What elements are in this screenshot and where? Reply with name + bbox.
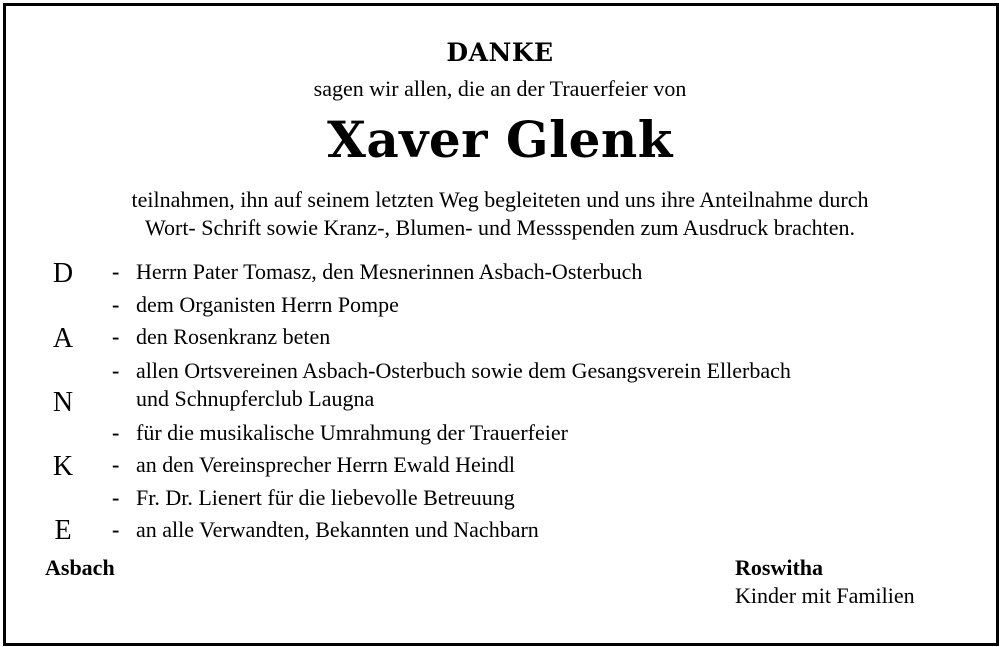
list-item-text: dem Organisten Herrn Pompe — [136, 292, 399, 317]
side-letter-a: A — [52, 323, 74, 354]
list-item-text: Herrn Pater Tomasz, den Mesnerinnen Asbach-Osterbuch — [136, 259, 643, 284]
list-item-text: den Rosenkranz beten — [136, 324, 331, 349]
dash-bullet: - — [112, 324, 120, 349]
side-letter-k: K — [52, 451, 74, 482]
dash-bullet: - — [112, 452, 120, 477]
dash-bullet: - — [112, 517, 120, 542]
list-item-text: an alle Verwandten, Bekannten und Nachbarn — [136, 517, 539, 542]
list-item-text: an den Vereinsprecher Herrn Ewald Heindl — [136, 452, 515, 477]
list-item — [112, 258, 972, 286]
list-item-text: für die musikalische Umrahmung der Trauerfeier — [136, 420, 568, 445]
list-item-text: Fr. Dr. Lienert für die liebevolle Betreuung — [136, 485, 515, 510]
signature-family: Kinder mit Familien — [735, 583, 915, 608]
dash-bullet: - — [112, 358, 120, 383]
thanks-paragraph — [30, 186, 970, 242]
dash-bullet: - — [112, 292, 120, 317]
paragraph-line: Wort- Schrift sowie Kranz-, Blumen- und Messspenden zum Ausdruck brachten. — [144, 215, 855, 240]
list-item-text: allen Ortsvereinen Asbach-Osterbuch sowie dem Gesangsverein Ellerbach — [136, 358, 791, 383]
paragraph-line: teilnahmen, ihn auf seinem letzten Weg begleiteten und uns ihre Anteilnahme durch — [131, 187, 869, 212]
signature-name: Roswitha — [735, 555, 824, 580]
list-item — [112, 516, 972, 544]
place-name: Asbach — [45, 555, 115, 580]
list-item — [112, 357, 972, 413]
list-item — [112, 323, 972, 351]
dash-bullet: - — [112, 485, 120, 510]
intro-text: sagen wir allen, die an der Trauerfeier von — [313, 76, 687, 101]
list-item — [112, 419, 972, 447]
deceased-name: Xaver Glenk — [327, 110, 673, 169]
dash-bullet: - — [112, 259, 120, 284]
list-item — [112, 291, 972, 319]
list-item — [112, 484, 972, 512]
side-letter-n: N — [52, 387, 74, 418]
list-item — [112, 451, 972, 479]
list-item-text-continued: und Schnupferclub Laugna — [136, 386, 375, 411]
heading: DANKE — [446, 38, 554, 67]
side-letter-d: D — [52, 258, 74, 289]
dash-bullet: - — [112, 420, 120, 445]
side-letter-e: E — [54, 515, 72, 546]
